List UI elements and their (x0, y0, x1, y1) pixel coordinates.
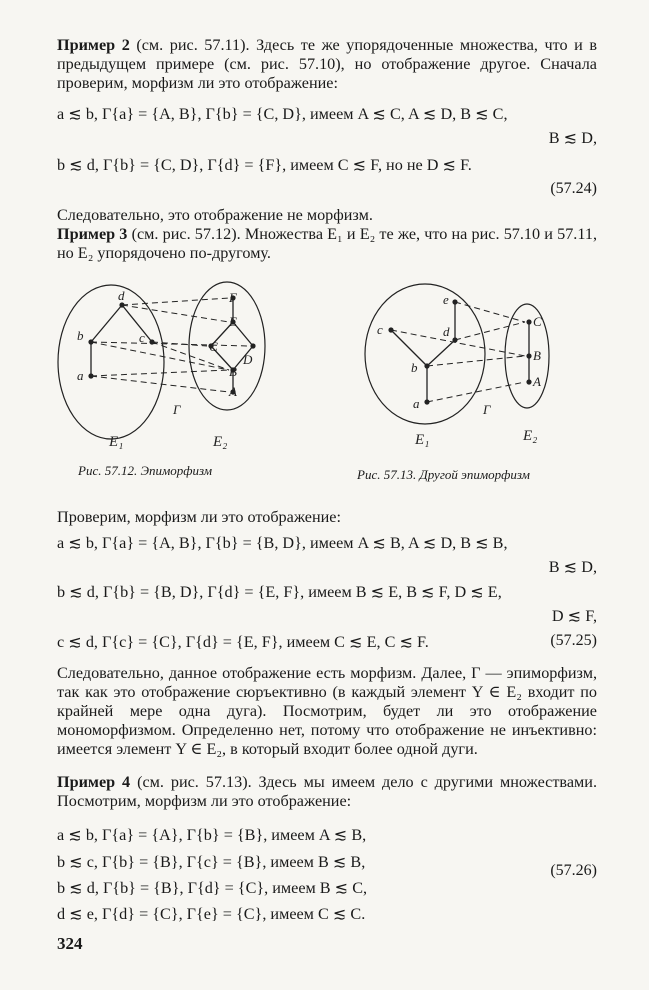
eq26-line1: a ≲ b, Γ{a} = {A}, Γ{b} = {B}, имеем A ≲ B, (57, 826, 367, 844)
fig12-node-c: c (139, 330, 145, 345)
fig13-node-C: C (533, 314, 542, 329)
fig12-gamma: Γ (173, 402, 181, 417)
eq26-line3: b ≲ d, Γ{b} = {B}, Γ{d} = {C}, имеем B ≲ C, (57, 879, 368, 897)
figure-57-12 (55, 280, 295, 450)
fig12-node-d: d (118, 288, 125, 303)
eq24-number: (57.24) (550, 180, 597, 197)
eq24-line1-cont: B ≲ D, (548, 129, 597, 147)
fig12-node-C: C (209, 339, 218, 354)
fig13-e1: E₁ (415, 432, 430, 448)
fig13-node-B: B (533, 348, 541, 363)
eq25-line3: c ≲ d, Γ{c} = {C}, Γ{d} = {E, F}, имеем C ≲ E, C ≲ F. (57, 633, 429, 651)
example3-label: Пример 3 (57, 225, 128, 243)
eq25-line1-cont: B ≲ D, (548, 558, 597, 576)
eq26-number: (57.26) (550, 862, 597, 879)
fig12-node-D: D (243, 352, 253, 367)
fig13-node-c: c (377, 322, 383, 337)
fig13-node-e: e (443, 292, 449, 307)
conclusion-not-morphism: Следовательно, это отображение не морфизм. (57, 206, 373, 224)
fig12-e2: E₂ (213, 434, 228, 450)
fig12-node-A: A (229, 384, 237, 399)
fig13-e2: E₂ (523, 428, 538, 444)
example4-label: Пример 4 (57, 773, 131, 791)
fig13-node-d: d (443, 324, 450, 339)
eq25-line2-cont: D ≲ F, (551, 607, 597, 625)
example2-label: Пример 2 (57, 36, 130, 54)
eq24-line1: a ≲ b, Γ{a} = {A, B}, Γ{b} = {C, D}, имеем A ≲ C, A ≲ D, B ≲ C, (57, 105, 508, 123)
figure-57-13 (355, 280, 585, 450)
fig13-node-a: a (413, 396, 420, 411)
eq24-line2: b ≲ d, Γ{b} = {C, D}, Γ{d} = {F}, имеем C ≲ F, но не D ≲ F. (57, 156, 472, 174)
set-e1-ellipse (58, 285, 164, 439)
fig12-node-a: a (77, 368, 84, 383)
fig12-node-F: F (229, 290, 237, 305)
fig13-node-A: A (533, 374, 541, 389)
eq25-line2: b ≲ d, Γ{b} = {B, D}, Γ{d} = {E, F}, имеем B ≲ E, B ≲ F, D ≲ E, (57, 583, 502, 601)
eq26-line2: b ≲ c, Γ{b} = {B}, Γ{c} = {B}, имеем B ≲ B, (57, 853, 366, 871)
fig12-caption: Рис. 57.12. Эпиморфизм (78, 463, 213, 478)
fig12-e1: E₁ (109, 434, 124, 450)
check-paragraph: Проверим, морфизм ли это отображение: (57, 508, 341, 526)
fig13-caption: Рис. 57.13. Другой эпиморфизм (357, 467, 530, 482)
fig12-node-B: B (229, 364, 237, 379)
fig12-node-b: b (77, 328, 84, 343)
example2-paragraph (57, 36, 597, 93)
example2-text: (см. рис. 57.11). Здесь те же упорядоченные множества, что и в предыдущем примере (см. рис. 57.10), но отображение другое. Сначала проверим, морфизм ли это отображение: (57, 36, 597, 92)
example3-text: (см. рис. 57.12). Множества E₁ и E₂ те же, что на рис. 57.10 и 57.11, но E₂ упорядочено по-другому. (57, 225, 597, 262)
fig13-node-b: b (411, 360, 418, 375)
example3-paragraph (57, 225, 597, 263)
page-number: 324 (57, 934, 83, 953)
eq25-line1: a ≲ b, Γ{a} = {A, B}, Γ{b} = {B, D}, имеем A ≲ B, A ≲ D, B ≲ B, (57, 534, 508, 552)
fig13-gamma: Γ (483, 402, 491, 417)
fig12-node-E: E (229, 314, 237, 329)
conclusion-epimorphism: Следовательно, данное отображение есть морфизм. Далее, Γ — эпиморфизм, так как это отображение сюръективно (в каждый элемент Y ∈ E₂ входит по крайней мере одна дуга). Посмотрим, будет ли это отображение мономорфизмом. Определенно нет, потому что отображение не инъективно: имеется элемент Y ∈ E₂, в который входит более одной дуги. (57, 664, 597, 758)
eq26-line4: d ≲ e, Γ{d} = {C}, Γ{e} = {C}, имеем C ≲ C. (57, 905, 366, 923)
example4-text: (см. рис. 57.13). Здесь мы имеем дело с другими множествами. Посмотрим, морфизм ли это отображение: (57, 773, 597, 810)
example4-paragraph (57, 773, 597, 811)
eq25-number: (57.25) (550, 632, 597, 649)
